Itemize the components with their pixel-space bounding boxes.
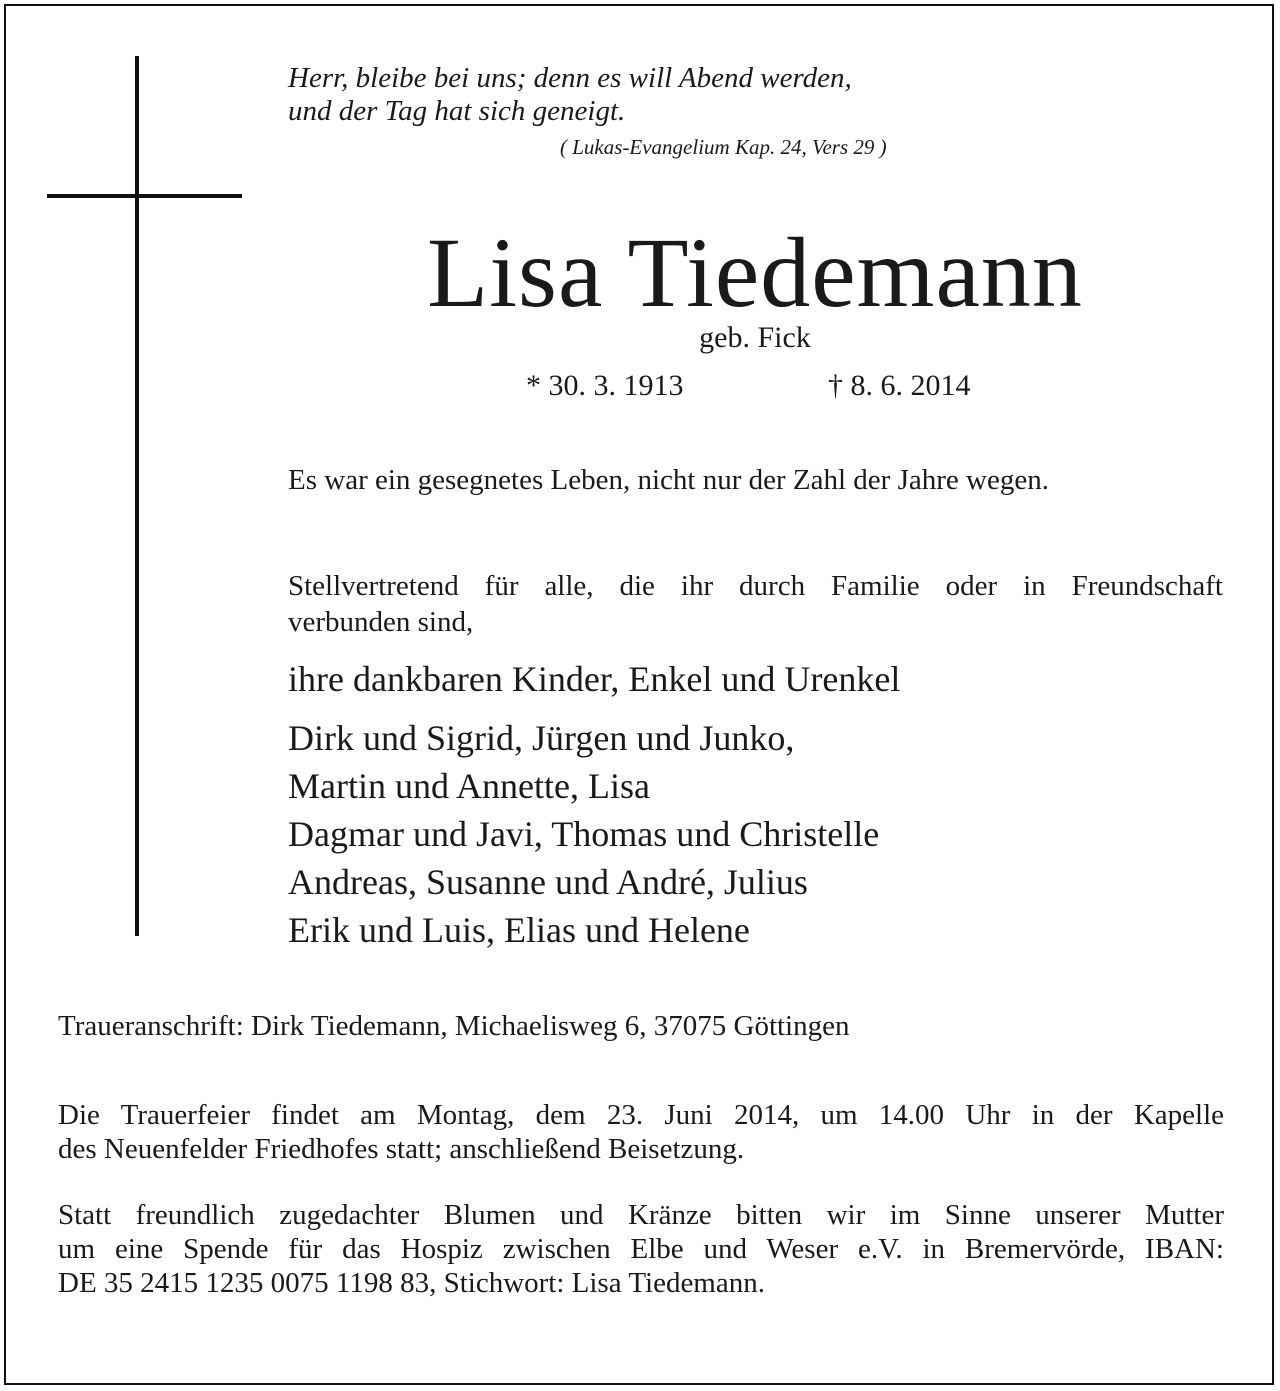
- motto-text: Es war ein gesegnetes Leben, nicht nur der Zahl der Jahre wegen.: [288, 464, 1049, 496]
- bible-verse-reference: ( Lukas-Evangelium Kap. 24, Vers 29 ): [560, 135, 887, 159]
- bible-verse-line-2: und der Tag hat sich geneigt.: [288, 95, 626, 127]
- bible-verse-line-1: Herr, bleibe bei uns; denn es will Abend werden,: [288, 62, 852, 94]
- cross-vertical-bar: [135, 56, 139, 936]
- ceremony-paragraph: [58, 1098, 1224, 1166]
- cross-horizontal-bar: [47, 194, 242, 198]
- family-intro: ihre dankbaren Kinder, Enkel und Urenkel: [288, 659, 901, 699]
- family-names-line: Dirk und Sigrid, Jürgen und Junko,: [288, 718, 795, 758]
- family-names-list: [288, 714, 879, 954]
- proxy-statement-line-2: verbunden sind,: [288, 606, 474, 638]
- proxy-statement-line-1: Stellvertretend für alle, die ihr durch Familie oder in Freundschaft: [288, 570, 1223, 602]
- family-names-line: Andreas, Susanne und André, Julius: [288, 862, 808, 902]
- donation-line-3: DE 35 2415 1235 0075 1198 83, Stichwort: Lisa Tiedemann.: [58, 1267, 765, 1299]
- maiden-name: geb. Fick: [699, 321, 811, 354]
- deceased-name: Lisa Tiedemann: [427, 217, 1083, 328]
- family-names-line: Dagmar und Javi, Thomas und Christelle: [288, 814, 880, 854]
- ceremony-line-2: des Neuenfelder Friedhofes statt; anschließend Beisetzung.: [58, 1133, 745, 1165]
- proxy-statement: [288, 568, 1223, 640]
- donation-paragraph: [58, 1198, 1224, 1300]
- family-names-line: Erik und Luis, Elias und Helene: [288, 910, 750, 950]
- ceremony-line-1: Die Trauerfeier findet am Montag, dem 23. Juni 2014, um 14.00 Uhr in der Kapelle: [58, 1099, 1224, 1131]
- family-names-line: Martin und Annette, Lisa: [288, 766, 650, 806]
- donation-line-1: Statt freundlich zugedachter Blumen und Kränze bitten wir im Sinne unserer Mutter: [58, 1199, 1224, 1231]
- death-date: † 8. 6. 2014: [828, 369, 971, 402]
- donation-line-2: um eine Spende für das Hospiz zwischen Elbe und Weser e.V. in Bremervörde, IBAN:: [58, 1233, 1224, 1265]
- mourning-address: Traueranschrift: Dirk Tiedemann, Michaelisweg 6, 37075 Göttingen: [58, 1010, 850, 1042]
- birth-date: * 30. 3. 1913: [526, 369, 684, 402]
- bible-verse: [288, 62, 852, 128]
